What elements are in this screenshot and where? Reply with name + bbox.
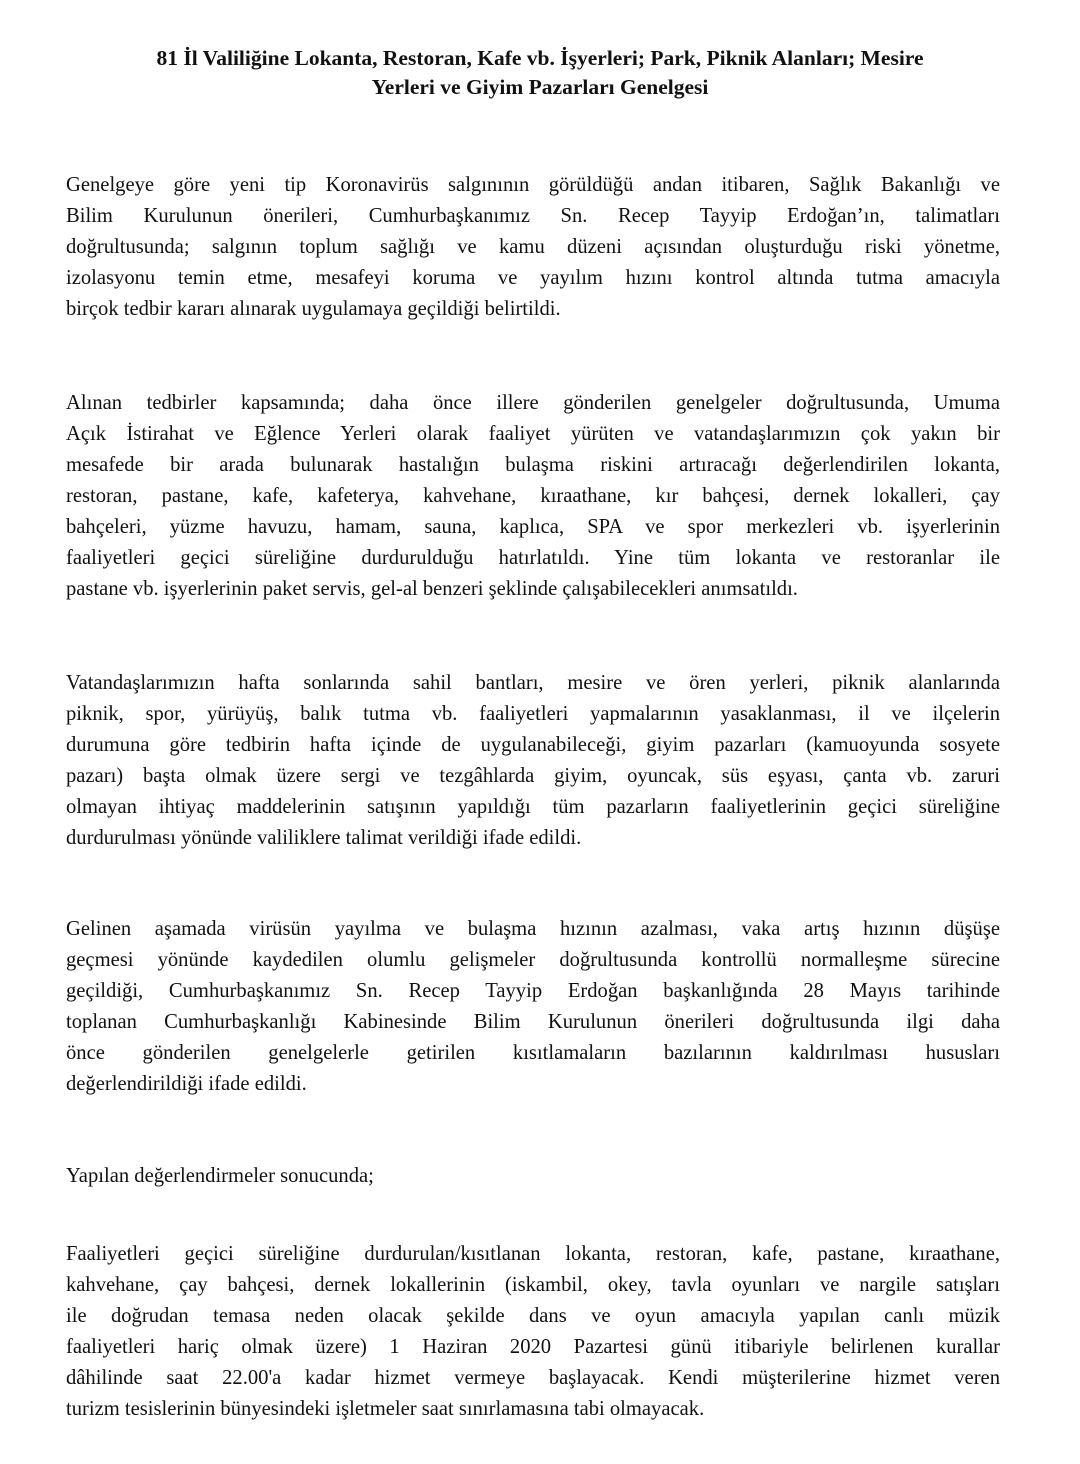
text-line: olmayan ihtiyaç maddelerinin satışının yapıldığı tüm pazarların faaliyetlerinin geçici süreliğine	[66, 796, 1000, 818]
title-line: 81 İl Valiliğine Lokanta, Restoran, Kafe vb. İşyerleri; Park, Piknik Alanları; Mesire	[156, 46, 924, 70]
text-line: pastane vb. işyerlerinin paket servis, gel-al benzeri şeklinde çalışabilecekleri anımsatıldı.	[66, 578, 798, 600]
text-line: Bilim Kurulunun önerileri, Cumhurbaşkanımız Sn. Recep Tayyip Erdoğan’ın, talimatları	[66, 205, 1000, 227]
text-line: turizm tesislerinin bünyesindeki işletmeler saat sınırlamasına tabi olmayacak.	[66, 1398, 705, 1420]
text-line: pazarı) başta olmak üzere sergi ve tezgâhlarda giyim, oyuncak, süs eşyası, çanta vb. zaruri	[66, 765, 1000, 787]
text-line: Genelgeye göre yeni tip Koronavirüs salgınının görüldüğü andan itibaren, Sağlık Bakanlığı ve	[66, 174, 1000, 196]
text-line: bahçeleri, yüzme havuzu, hamam, sauna, kaplıca, SPA ve spor merkezleri vb. işyerlerinin	[66, 516, 1000, 538]
text-line: mesafede bir arada bulunarak hastalığın bulaşma riskini artıracağı değerlendirilen lokanta,	[66, 454, 1000, 476]
text-line: toplanan Cumhurbaşkanlığı Kabinesinde Bilim Kurulunun önerileri doğrultusunda ilgi daha	[66, 1011, 1000, 1033]
text-line: değerlendirildiği ifade edildi.	[66, 1073, 307, 1095]
text-line: Faaliyetleri geçici süreliğine durdurulan/kısıtlanan lokanta, restoran, kafe, pastane, kıraathane,	[66, 1243, 1000, 1265]
text-line: durumuna göre tedbirin hafta içinde de uygulanabileceği, giyim pazarları (kamuoyunda sosyete	[66, 734, 1000, 756]
text-line: Yapılan değerlendirmeler sonucunda;	[66, 1165, 374, 1187]
document-title	[60, 44, 1020, 102]
text-line: Alınan tedbirler kapsamında; daha önce illere gönderilen genelgeler doğrultusunda, Umuma	[66, 392, 1000, 414]
text-line: Vatandaşlarımızın hafta sonlarında sahil bantları, mesire ve ören yerleri, piknik alanlarında	[66, 672, 1000, 694]
text-line: dâhilinde saat 22.00'a kadar hizmet vermeye başlayacak. Kendi müşterilerine hizmet veren	[66, 1367, 1000, 1389]
paragraph-weekend-restrictions	[66, 668, 1000, 854]
text-line: faaliyetleri hariç olmak üzere) 1 Haziran 2020 Pazartesi günü itibariyle belirlenen kurallar	[66, 1336, 1000, 1358]
paragraph-normalization	[66, 914, 1000, 1100]
text-line: izolasyonu temin etme, mesafeyi koruma ve yayılım hızını kontrol altında tutma amacıyla	[66, 267, 1000, 289]
text-line: piknik, spor, yürüyüş, balık tutma vb. faaliyetleri yapmalarının yasaklanması, il ve ilçelerin	[66, 703, 1000, 725]
text-line: doğrultusunda; salgının toplum sağlığı ve kamu düzeni açısından oluşturduğu riski yönetme,	[66, 236, 1000, 258]
text-line: geçildiği, Cumhurbaşkanımız Sn. Recep Tayyip Erdoğan başkanlığında 28 Mayıs tarihinde	[66, 980, 1000, 1002]
paragraph-reopening-rules	[66, 1239, 1000, 1425]
paragraph-intro	[66, 170, 1000, 325]
text-line: durdurulması yönünde valiliklere talimat verildiği ifade edildi.	[66, 827, 582, 849]
text-line: Açık İstirahat ve Eğlence Yerleri olarak faaliyet yürüten ve vatandaşlarımızın çok yakın bir	[66, 423, 1000, 445]
paragraph-measures	[66, 388, 1000, 605]
text-line: birçok tedbir kararı alınarak uygulamaya geçildiği belirtildi.	[66, 298, 561, 320]
text-line: Gelinen aşamada virüsün yayılma ve bulaşma hızının azalması, vaka artış hızının düşüşe	[66, 918, 1000, 940]
paragraph-evaluation-intro	[66, 1161, 1000, 1192]
text-line: geçmesi yönünde kaydedilen olumlu gelişmeler doğrultusunda kontrollü normalleşme sürecine	[66, 949, 1000, 971]
title-line: Yerleri ve Giyim Pazarları Genelgesi	[371, 75, 709, 99]
text-line: restoran, pastane, kafe, kafeterya, kahvehane, kıraathane, kır bahçesi, dernek lokalleri, çay	[66, 485, 1000, 507]
text-line: kahvehane, çay bahçesi, dernek lokallerinin (iskambil, okey, tavla oyunları ve nargile satışları	[66, 1274, 1000, 1296]
text-line: ile doğrudan temasa neden olacak şekilde dans ve oyun amacıyla yapılan canlı müzik	[66, 1305, 1000, 1327]
text-line: faaliyetleri geçici süreliğine durdurulduğu hatırlatıldı. Yine tüm lokanta ve restoranlar ile	[66, 547, 1000, 569]
text-line: önce gönderilen genelgelerle getirilen kısıtlamaların bazılarının kaldırılması hususları	[66, 1042, 1000, 1064]
